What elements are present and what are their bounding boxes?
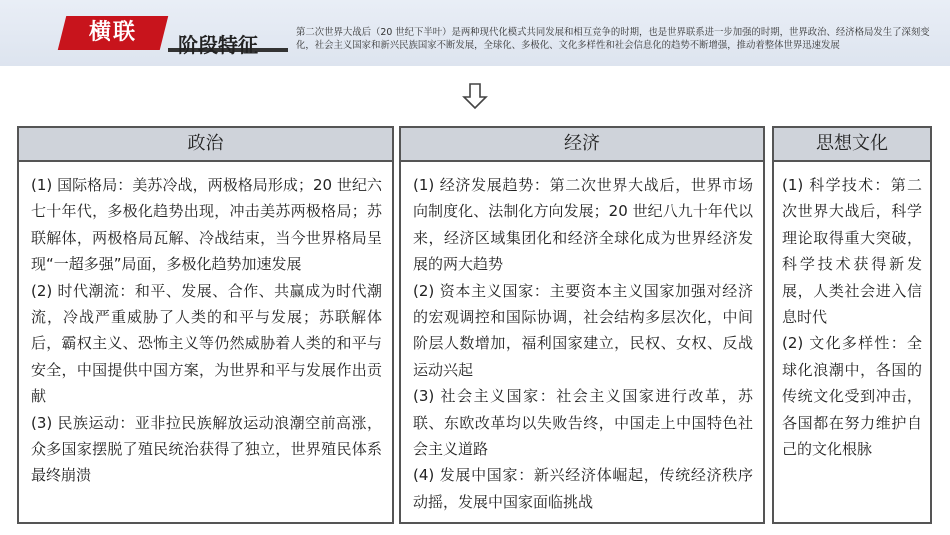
economy-item: (3) 社会主义国家：社会主义国家进行改革，苏联、东欧改革均以失败告终，中国走上中国特色社会主义道路 <box>413 387 753 459</box>
culture-panel-title: 思想文化 <box>774 128 930 162</box>
header-banner <box>0 0 950 66</box>
stage-description: 第二次世界大战后（20 世纪下半叶）是两种现代化模式共同发展和相互竞争的时期，也是世界联系进一步加强的时期，世界政治、经济格局发生了深刻变化，社会主义国家和新兴民族国家不断发展，全球化、多极化、文化多样性和社会信息化的趋势不断增强，推动着整体世界迅速发展 <box>296 27 930 51</box>
economy-panel <box>399 126 765 524</box>
economy-item: (1) 经济发展趋势：第二次世界大战后，世界市场向制度化、法制化方向发展；20 世纪八九十年代以来，经济区域集团化和经济全球化成为世界经济发展的两大趋势 <box>413 176 753 274</box>
economy-panel-title: 经济 <box>401 128 763 162</box>
section-title: 阶段特征 <box>178 33 258 57</box>
economy-item: (4) 发展中国家：新兴经济体崛起，传统经济秩序动摇，发展中国家面临挑战 <box>413 466 753 511</box>
economy-item: (2) 资本主义国家：主要资本主义国家加强对经济的宏观调控和国际协调，社会结构多层次化，中间阶层人数增加，福利国家建立，民权、女权、反战运动兴起 <box>413 281 753 379</box>
culture-panel <box>772 126 932 524</box>
politics-item: (1) 国际格局：美苏冷战，两极格局形成；20 世纪六七十年代，多极化趋势出现，冲击美苏两极格局；苏联解体，两极格局瓦解、冷战结束，当今世界格局呈现“一超多强”局面，多极化趋势加速发展 <box>31 176 382 274</box>
economy-panel-body <box>401 162 763 515</box>
politics-panel <box>17 126 394 524</box>
tag-label: 横联 <box>88 20 137 45</box>
down-arrow-icon <box>462 82 488 110</box>
culture-item: (1) 科学技术：第二次世界大战后，科学理论取得重大突破，科学技术获得新发展，人类社会进入信息时代 <box>782 176 922 327</box>
politics-panel-title: 政治 <box>19 128 392 162</box>
culture-item: (2) 文化多样性：全球化浪潮中，各国的传统文化受到冲击，各国都在努力维护自己的文化根脉 <box>782 334 922 459</box>
politics-item: (2) 时代潮流：和平、发展、合作、共赢成为时代潮流，冷战严重威胁了人类的和平与发展；苏联解体后，霸权主义、恐怖主义等仍然威胁着人类的和平与安全，中国提供中国方案，为世界和平与发展作出贡献 <box>31 281 382 406</box>
politics-item: (3) 民族运动：亚非拉民族解放运动浪潮空前高涨，众多国家摆脱了殖民统治获得了独立，世界殖民体系最终崩溃 <box>31 413 382 485</box>
culture-panel-body <box>774 162 930 462</box>
politics-panel-body <box>19 162 392 489</box>
